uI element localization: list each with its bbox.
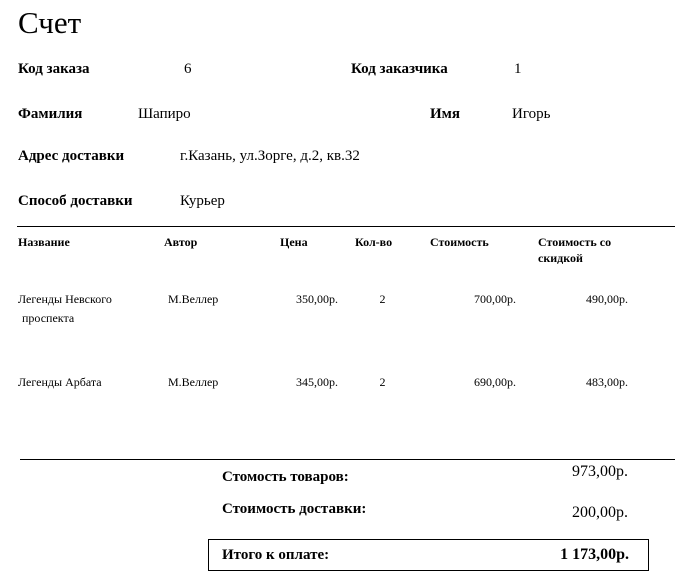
header-divider: [17, 226, 675, 227]
order-code-label: Код заказа: [18, 61, 90, 77]
row2-discount-cost: 483,00р.: [586, 375, 628, 389]
goods-total-label: Стомость товаров:: [222, 469, 349, 485]
page-title: Счет: [18, 5, 82, 40]
grand-total-label: Итого к оплате:: [222, 547, 330, 563]
order-code-value: 6: [184, 61, 192, 77]
row1-discount-cost: 490,00р.: [586, 292, 628, 306]
name-label: Имя: [430, 106, 460, 122]
address-label: Адрес доставки: [18, 148, 125, 164]
row1-name-line2: проспекта: [22, 311, 75, 325]
row2-price: 345,00р.: [296, 375, 338, 389]
delivery-method-label: Способ доставки: [18, 193, 133, 209]
surname-label: Фамилия: [18, 106, 83, 122]
column-header-author: Автор: [164, 235, 198, 249]
surname-value: Шапиро: [138, 106, 191, 122]
row2-cost: 690,00р.: [474, 375, 516, 389]
customer-code-label: Код заказчика: [351, 61, 448, 77]
grand-total-value: 1 173,00р.: [560, 546, 629, 563]
column-header-qty: Кол-во: [355, 235, 393, 249]
row2-author: М.Веллер: [168, 375, 219, 389]
column-header-cost: Стоимость: [430, 235, 489, 249]
row1-cost: 700,00р.: [474, 292, 516, 306]
delivery-cost-label: Стоимость доставки:: [222, 501, 367, 517]
goods-total-value: 973,00р.: [572, 463, 628, 480]
delivery-method-value: Курьер: [180, 193, 225, 209]
column-header-discount-cost: Стоимость со скидкой: [538, 235, 612, 265]
row1-author: М.Веллер: [168, 292, 219, 306]
row1-price: 350,00р.: [296, 292, 338, 306]
row1-name-line1: Легенды Невского: [18, 292, 112, 306]
delivery-cost-value: 200,00р.: [572, 504, 628, 521]
row2-name: Легенды Арбата: [18, 375, 102, 389]
grand-total-box: [208, 539, 649, 571]
row1-qty: 2: [379, 292, 386, 306]
row2-qty: 2: [379, 375, 386, 389]
address-value: г.Казань, ул.Зорге, д.2, кв.32: [180, 148, 360, 164]
column-header-price: Цена: [280, 235, 308, 249]
name-value: Игорь: [512, 106, 551, 122]
column-header-name: Название: [18, 235, 70, 249]
customer-code-value: 1: [514, 61, 522, 77]
totals-divider: [20, 459, 675, 460]
